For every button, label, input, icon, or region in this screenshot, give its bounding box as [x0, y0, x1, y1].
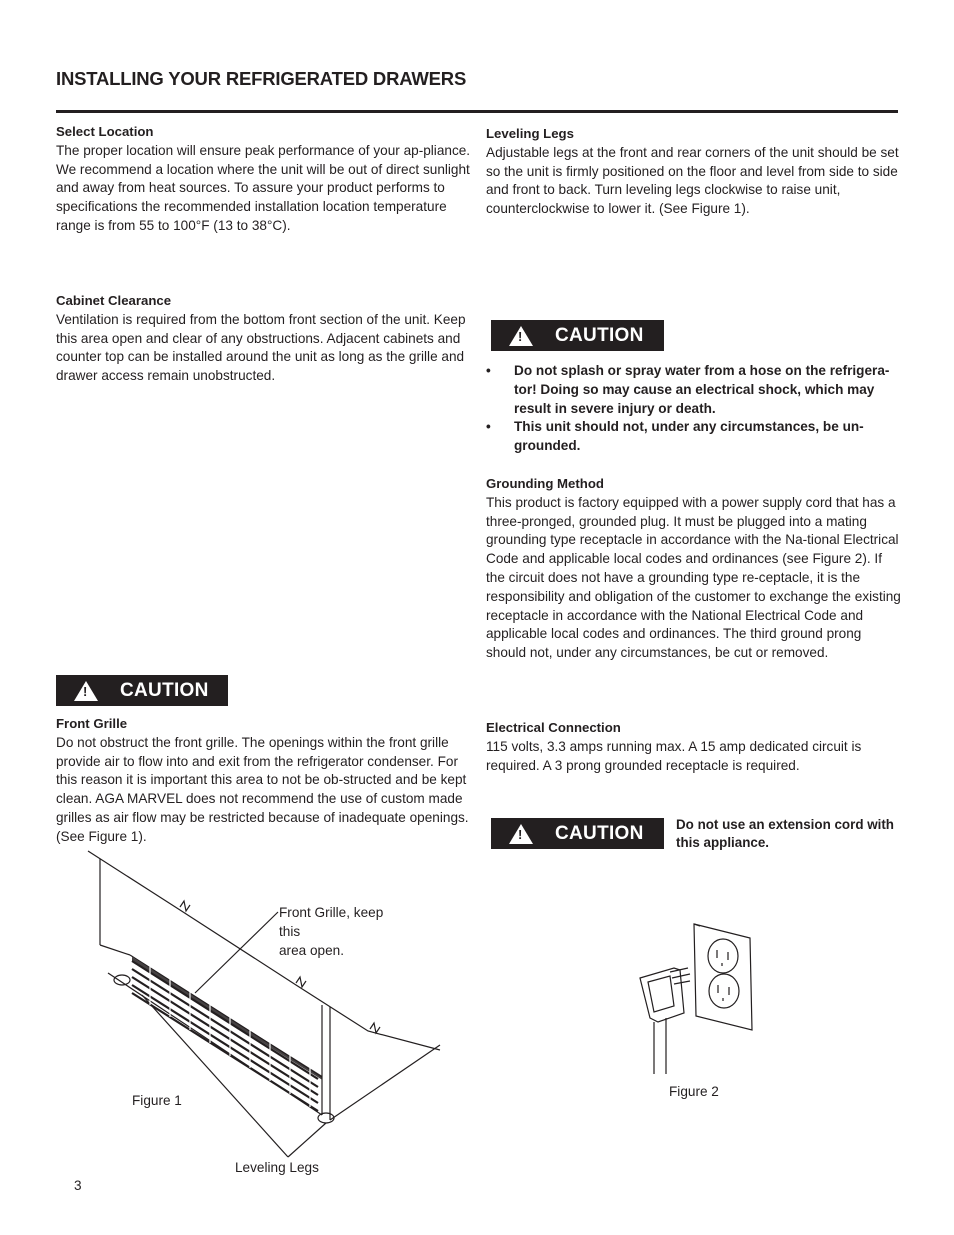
- page-number: 3: [74, 1178, 82, 1193]
- caution-label: CAUTION: [555, 324, 644, 346]
- leveling-legs-body: Adjustable legs at the front and rear corners of the unit should be set so the unit is firmly positioned on the floor and level from side to side and front to back. Turn leveling legs clockwise to raise unit, counterclockwise to lower it. (See Figure 1).: [486, 144, 899, 217]
- grounding-method-heading: Grounding Method: [486, 476, 604, 491]
- figure-1-caption: Figure 1: [132, 1093, 182, 1108]
- grille-callout-line: area open.: [279, 943, 345, 958]
- grounding-method-section: [486, 475, 902, 663]
- caution-banner-water: [491, 320, 664, 351]
- electrical-connection-body: 115 volts, 3.3 amps running max. A 15 amp dedicated circuit is required. A 3 prong grounded receptacle is required.: [486, 738, 862, 773]
- header-rule: [56, 110, 898, 113]
- select-location-body: The proper location will ensure peak performance of your ap-pliance. We recommend a location where the unit will be out of direct sunlight and away from heat sources. To assure your product performs to specifications the recommended installation location temperature range is from 55 to 100°F (13 to 38°C).: [56, 142, 471, 233]
- grounding-method-body: This product is factory equipped with a power supply cord that has a three-pronged, grounded plug. It must be plugged into a mating grounding type receptacle in accordance with the Na-tional Electrical Code and applicable local codes and ordinances (see Figure 2). If the circuit does not have a grounding type re-ceptacle, it is the responsibility and obligation of the customer to exchange the existing receptacle in accordance with the National Electrical Code and applicable local codes and ordinances. The third ground prong should not, under any circumstances, be cut or removed.: [486, 494, 901, 661]
- caution-label: CAUTION: [555, 822, 644, 844]
- cabinet-clearance-section: [56, 292, 472, 386]
- caution-bullet-water: • Do not splash or spray water from a hose on the refrigera-tor! Doing so may cause an electrical shock, which may result in severe injury or death.: [486, 362, 896, 418]
- figure-2-illustration: [630, 918, 760, 1078]
- caution-bullet-ground: • This unit should not, under any circumstances, be un-grounded.: [486, 418, 896, 456]
- select-location-section: [56, 123, 472, 236]
- warning-triangle-icon: !: [74, 681, 98, 701]
- select-location-heading: Select Location: [56, 124, 154, 139]
- page-title: INSTALLING YOUR REFRIGERATED DRAWERS: [56, 68, 467, 89]
- warning-triangle-icon: !: [509, 824, 533, 844]
- warning-triangle-icon: !: [509, 326, 533, 346]
- caution-banner-grille: [56, 675, 228, 706]
- figure-2-caption: Figure 2: [669, 1084, 719, 1099]
- leveling-legs-heading: Leveling Legs: [486, 126, 574, 141]
- caution-banner-extension: [491, 818, 664, 849]
- front-grille-section: [56, 715, 472, 847]
- cabinet-clearance-body: Ventilation is required from the bottom front section of the unit. Keep this area open and clear of any obstructions. Adjacent cabinets and counter top can be installed around the unit as long as the grille and drawer access remain unobstructed.: [56, 311, 466, 384]
- front-grille-body: Do not obstruct the front grille. The openings within the front grille provide air to flow into and exit from the refrigerator condenser. For this reason it is important this area to not be ob-structed and be kept clean. AGA MARVEL does not recommend the use of custom made grilles as air flow may be restricted because of inadequate openings. (See Figure 1).: [56, 734, 469, 844]
- caution-label: CAUTION: [120, 679, 209, 701]
- caution-bullet-list: [486, 362, 896, 456]
- cabinet-clearance-heading: Cabinet Clearance: [56, 293, 172, 308]
- electrical-connection-section: [486, 719, 902, 775]
- figure-1-legs-callout: Leveling Legs: [235, 1160, 319, 1175]
- grille-callout-line: this: [279, 924, 301, 939]
- leveling-legs-section: [486, 125, 902, 219]
- grille-callout-line: Front Grille, keep: [279, 905, 384, 920]
- figure-1-illustration: [60, 845, 460, 1185]
- front-grille-heading: Front Grille: [56, 716, 128, 731]
- extension-cord-note: Do not use an extension cord with this appliance.: [676, 817, 894, 850]
- figure-1-grille-callout: [279, 903, 383, 960]
- electrical-connection-heading: Electrical Connection: [486, 720, 621, 735]
